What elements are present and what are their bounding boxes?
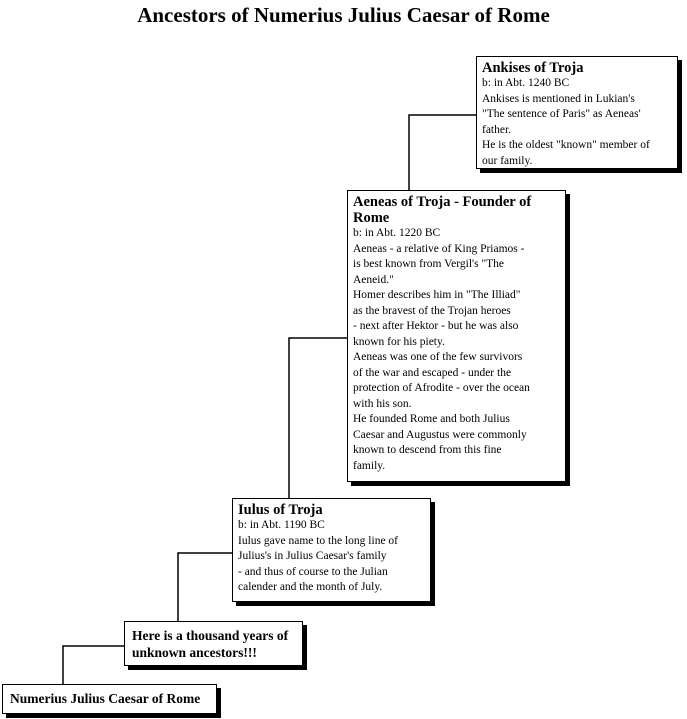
person-box-ankises[interactable] <box>476 56 678 169</box>
note-line-aeneas: is best known from Vergil's "The <box>353 258 505 270</box>
birth-info-iulus: b: in Abt. 1190 BC <box>238 519 325 531</box>
birth-info-aeneas: b: in Abt. 1220 BC <box>353 227 441 239</box>
note-line-aeneas: Caesar and Augustus were commonly <box>353 428 527 441</box>
note-line-aeneas: Aeneas was one of the few survivors <box>353 351 523 363</box>
note-line-aeneas: known for his piety. <box>353 335 445 348</box>
note-line-aeneas: protection of Afrodite - over the ocean <box>353 382 530 394</box>
connector-iulus-aeneas <box>289 338 347 498</box>
note-line-ankises: He is the oldest "known" member of <box>482 139 650 151</box>
person-box-numerius[interactable] <box>2 684 217 714</box>
person-name-ankises: Ankises of Troja <box>482 60 584 76</box>
note-line-aeneas: Aeneid." <box>353 273 394 286</box>
person-name-unknown-ancestors: Here is a thousand years of unknown ancestors!!! <box>132 628 289 660</box>
person-name-iulus: Iulus of Troja <box>238 502 323 518</box>
note-line-ankises: father. <box>482 123 512 136</box>
note-line-aeneas: as the bravest of the Trojan heroes <box>353 304 511 317</box>
person-name-aeneas: Aeneas of Troja - Founder of Rome <box>353 194 532 226</box>
connector-aeneas-ankises <box>409 115 476 190</box>
page-title: Ancestors of Numerius Julius Caesar of Rome <box>137 3 550 27</box>
note-line-aeneas: known to descend from this fine <box>353 444 502 456</box>
note-line-ankises: our family. <box>482 154 533 167</box>
note-line-iulus: Julius's in Julius Caesar's family <box>238 550 387 562</box>
note-line-iulus: calender and the month of July. <box>238 581 383 593</box>
note-line-aeneas: He founded Rome and both Julius <box>353 413 510 425</box>
person-box-iulus[interactable] <box>232 498 431 602</box>
note-line-aeneas: Homer describes him in "The Illiad" <box>353 289 521 301</box>
connector-unknown-iulus <box>178 553 232 621</box>
note-line-ankises: "The sentence of Paris" as Aeneas' <box>482 108 641 120</box>
note-line-aeneas: of the war and escaped - under the <box>353 366 512 379</box>
note-line-aeneas: family. <box>353 459 386 472</box>
note-line-ankises: Ankises is mentioned in Lukian's <box>482 92 635 105</box>
note-line-iulus: - and thus of course to the Julian <box>238 565 388 578</box>
note-line-aeneas: - next after Hektor - but he was also <box>353 320 519 332</box>
note-line-iulus: Iulus gave name to the long line of <box>238 534 399 547</box>
connector-numerius-unknown <box>63 646 124 684</box>
note-line-aeneas: Aeneas - a relative of King Priamos - <box>353 242 525 255</box>
person-name-numerius: Numerius Julius Caesar of Rome <box>10 691 201 706</box>
birth-info-ankises: b: in Abt. 1240 BC <box>482 77 570 89</box>
person-box-aeneas[interactable] <box>347 190 566 482</box>
person-box-unknown-ancestors[interactable] <box>124 621 303 666</box>
note-line-aeneas: with his son. <box>353 397 412 410</box>
